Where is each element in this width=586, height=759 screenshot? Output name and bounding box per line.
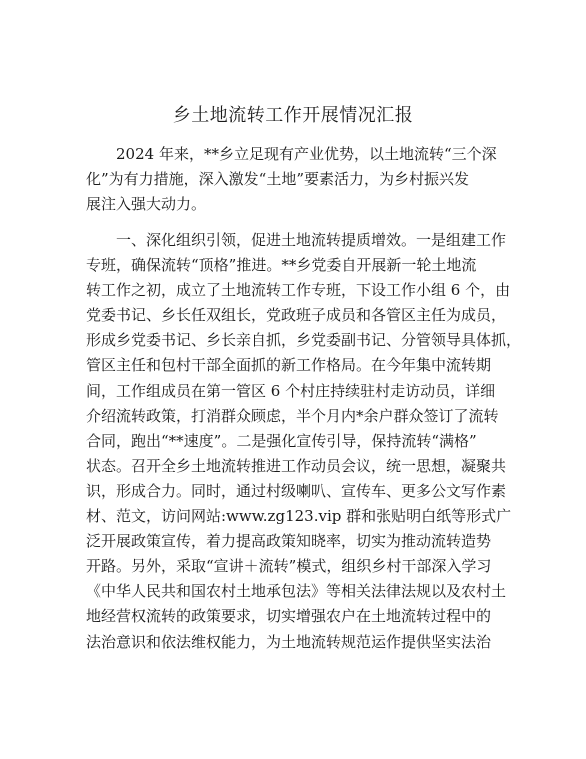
paragraph-line: 2024 年来，**乡立足现有产业优势，以土地流转“三个深 <box>116 145 497 163</box>
paragraph-line: 法治意识和依法维权能力，为土地流转规范运作提供坚实法治 <box>86 632 492 651</box>
paragraph-line: 状态。召开全乡土地流转推进工作动员会议，统一思想，凝聚共 <box>86 456 507 475</box>
paragraph-line: 间，工作组成员在第一管区 6 个村庄持续驻村走访动员，详细 <box>86 381 496 400</box>
paragraph-line: 开路。另外，采取“宣讲＋流转”模式，组织乡村干部深入学习 <box>86 557 492 576</box>
paragraph-intro <box>86 142 502 217</box>
paragraph-line: 《中华人民共和国农村土地承包法》等相关法律法规以及农村土 <box>86 582 507 601</box>
paragraph-line: 专班，确保流转“顶格”推进。**乡党委自开展新一轮土地流 <box>86 256 477 275</box>
paragraph-line: 一、深化组织引领，促进土地流转提质增效。一是组建工作 <box>116 231 507 249</box>
paragraph-line <box>86 655 502 680</box>
paragraph-line: 识，形成合力。同时，通过村级喇叭、宣传车、更多公文写作素 <box>86 481 507 500</box>
paragraph-section-one <box>86 228 522 680</box>
paragraph-line: 转工作之初，成立了土地流转工作专班，下设工作小组 6 个，由 <box>86 281 511 300</box>
paragraph-line: 展注入强大动力。 <box>86 195 207 214</box>
paragraph-line: 地经营权流转的政策要求，切实增强农户在土地流转过程中的 <box>86 607 492 626</box>
document-title: 乡土地流转工作开展情况汇报 <box>172 105 414 126</box>
paragraph-line: 材、范文，访问网站:www.zg123.vip 群和张贴明白纸等形式广 <box>86 507 512 526</box>
paragraph-line: 党委书记、乡长任双组长，党政班子成员和各管区主任为成员， <box>86 306 507 325</box>
paragraph-line: 泛开展政策宣传，着力提高政策知晓率，切实为推动流转造势 <box>86 532 492 551</box>
paragraph-line: 管区主任和包村干部全面抓的新工作格局。在今年集中流转期 <box>86 356 492 375</box>
paragraph-line: 形成乡党委书记、乡长亲自抓，乡党委副书记、分管领导具体抓， <box>86 331 522 350</box>
paragraph-line: 化”为有力措施，深入激发“土地”要素活力，为乡村振兴发 <box>86 170 470 189</box>
paragraph-line: 介绍流转政策，打消群众顾虑，半个月内*余户群众签订了流转 <box>86 406 499 425</box>
paragraph-line: 合同，跑出“**速度”。二是强化宣传引导，保持流转“满格” <box>86 431 477 450</box>
